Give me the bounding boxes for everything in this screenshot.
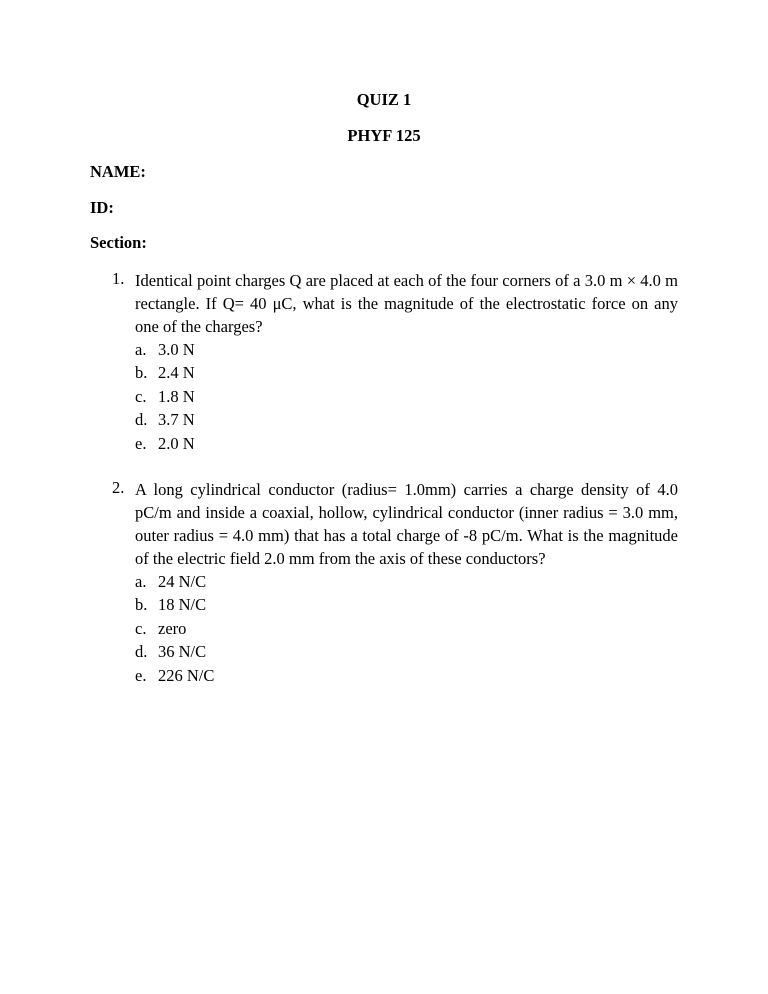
option-c <box>135 617 678 640</box>
question-1 <box>90 269 678 455</box>
option-e <box>135 432 678 455</box>
question-number: 2. <box>112 478 125 497</box>
option-a <box>135 570 678 593</box>
section-label: Section: <box>90 233 147 252</box>
question-2 <box>90 478 678 687</box>
name-label: NAME: <box>90 162 146 181</box>
option-text: 1.8 N <box>158 386 195 406</box>
option-e <box>135 664 678 687</box>
option-d <box>135 408 678 431</box>
option-letter: b. <box>135 595 148 615</box>
option-text: 36 N/C <box>158 642 207 662</box>
option-text: 2.4 N <box>158 363 195 383</box>
option-c <box>135 385 678 408</box>
option-text: 18 N/C <box>158 595 207 615</box>
option-d <box>135 640 678 663</box>
option-letter: e. <box>135 433 147 453</box>
option-letter: c. <box>135 618 147 638</box>
option-letter: e. <box>135 665 147 685</box>
id-label: ID: <box>90 198 114 217</box>
option-letter: b. <box>135 363 148 383</box>
answer-options <box>135 570 678 687</box>
option-letter: d. <box>135 642 148 662</box>
option-letter: a. <box>135 572 147 591</box>
quiz-title: QUIZ 1 <box>356 90 412 109</box>
option-letter: a. <box>135 340 147 359</box>
question-number: 1. <box>112 269 125 288</box>
question-text: A long cylindrical conductor (radius= 1.0mm) carries a charge density of 4.0 pC/m and inside a coaxial, hollow, cylindrical conductor (inner radius = 3.0 mm, outer radius = 4.0 mm) that has a total charge of -8 pC/m. What is the magnitude of the electric field 2.0 mm from the axis of these conductors? <box>135 480 678 568</box>
option-a <box>135 338 678 361</box>
option-text: 226 N/C <box>158 665 215 685</box>
option-text: 24 N/C <box>158 572 207 591</box>
option-text: zero <box>158 618 187 638</box>
question-text: Identical point charges Q are placed at each of the four corners of a 3.0 m × 4.0 m rectangle. If Q= 40 μC, what is the magnitude of the electrostatic force on any one of the charges? <box>135 271 678 336</box>
option-text: 3.7 N <box>158 410 195 430</box>
option-text: 2.0 N <box>158 433 195 453</box>
course-code: PHYF 125 <box>347 126 421 145</box>
option-b <box>135 593 678 616</box>
option-b <box>135 361 678 384</box>
option-text: 3.0 N <box>158 340 195 359</box>
answer-options <box>135 338 678 455</box>
option-letter: c. <box>135 386 147 406</box>
option-letter: d. <box>135 410 148 430</box>
